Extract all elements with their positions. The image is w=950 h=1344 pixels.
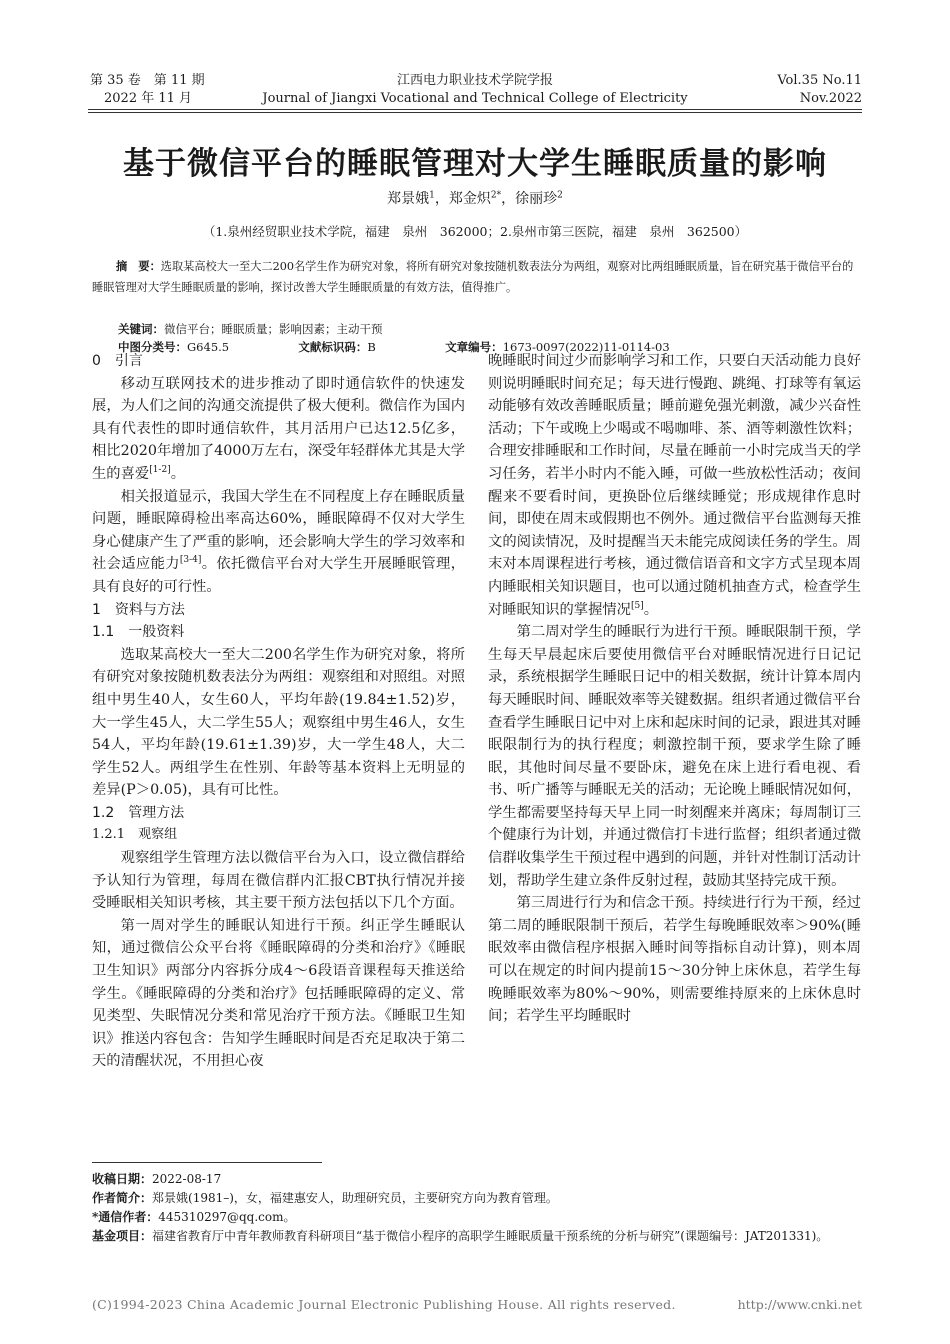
author-2: 郑金炽: [448, 191, 491, 207]
author-3: 徐丽珍: [515, 191, 558, 207]
footnotes: [92, 1170, 862, 1246]
header-rule: [88, 109, 862, 110]
cnki-link[interactable]: http://www.cnki.net: [737, 1297, 862, 1312]
affiliation: （1.泉州经贸职业技术学院，福建 泉州 362000；2.泉州市第三医院，福建 泉州 362500）: [202, 224, 748, 239]
corresponding-email: 445310297@qq.com。: [158, 1210, 296, 1224]
journal-name-cn: 江西电力职业技术学院学报: [396, 73, 553, 88]
author-1-affil: 1: [429, 190, 435, 201]
abstract-text: 选取某高校大一至大二200名学生作为研究对象，将所有研究对象按随机数表法分为两组，观察对比两组睡眠质量，旨在研究基于微信平台的睡眠管理对大学生睡眠质量的影响，探讨改善大学生睡眠质量的有效方法，值得推广。: [92, 260, 854, 294]
header-volume-issue: 第 35 卷 第 11 期: [90, 73, 205, 88]
citation: [3-4]: [179, 555, 202, 566]
paragraph: 选取某高校大一至大二200名学生作为研究对象，将所有研究对象按随机数表法分为两组：观察组和对照组。对照组中男生40人，女生60人，平均年龄(19.84±1.52)岁，大一学生45人，大二学生55人；观察组中男生46人，女生54人，平均年龄(19.61±1.39)岁，大一学生48人，大二学生52人。两组学生在性别、年龄等基本资料上无明显的差异(P＞0.05)，具有可比性。: [92, 646, 465, 799]
subsubsection-heading: 1.2.1 观察组: [92, 827, 178, 843]
paragraph: 第三周进行行为和信念干预。持续进行行为干预，经过第二周的睡眠限制干预后，若学生每晚睡眠效率＞90%(睡眠效率由微信程序根据入睡时间等指标自动计算)，则本周可以在规定的时间内提前15～30分钟上床休息，若学生每晚睡眠效率为80%～90%，则需要维持原来的上床休息时间；若学生平均睡眠时: [488, 895, 861, 1025]
author-2-affil: 2*: [490, 190, 502, 201]
header-date-cn: 2022 年 11 月: [104, 91, 193, 106]
abstract-label: 摘 要：: [116, 259, 161, 273]
author-bio: 郑景娥(1981–)，女，福建惠安人，助理研究员，主要研究方向为教育管理。: [152, 1191, 558, 1205]
abstract: [92, 256, 862, 298]
section-heading: 0 引言: [92, 353, 143, 369]
doc-code: B: [367, 340, 376, 354]
paragraph: 第二周对学生的睡眠行为进行干预。睡眠限制干预，学生每天早晨起床后要使用微信平台对睡眠情况进行日记记录，系统根据学生睡眠日记中的相关数据，统计计算本周内每天睡眠时间、睡眠效率等关键数据。组织者通过微信平台查看学生睡眠日记中对上床和起床时间的记录，跟进其对睡眠限制行为的执行程度；刺激控制干预，要求学生除了睡眠，其他时间尽量不要卧床，避免在床上进行看电视、看书、听广播等与睡眠无关的活动；无论晚上睡眠情况如何，学生都需要坚持每天早上同一时刻醒来并离床；每周制订三个健康行为计划，并通过微信打卡进行监督；组织者通过微信群收集学生干预过程中遇到的问题，并针对性制订活动计划，帮助学生建立条件反射过程，鼓励其坚持完成干预。: [488, 624, 861, 889]
keywords-label: 关键词：: [118, 322, 164, 336]
article-number-label: 文章编号：: [445, 340, 503, 354]
citation: [1-2]: [149, 465, 171, 476]
subsection-heading: 1.1 一般资料: [92, 624, 185, 641]
clc-number: G645.5: [187, 340, 230, 354]
footnote-rule: [92, 1162, 322, 1163]
funding-text: 福建省教育厅中青年教师教育科研项目“基于微信小程序的高职学生睡眠质量干预系统的分析与研究”(课题编号：JAT201331)。: [152, 1229, 829, 1243]
header-volume-en: Vol.35 No.11: [777, 73, 862, 88]
paragraph: 晚睡眠时间过少而影响学习和工作，只要白天活动能力良好则说明睡眠时间充足；每天进行慢跑、跳绳、打球等有氧运动能够有效改善睡眠质量；睡前避免强光刺激，减少兴奋性活动；下午或晚上少喝或不喝咖啡、茶、酒等刺激性饮料；合理安排睡眠和工作时间，尽量在睡前一小时完成当天的学习任务，若半小时内不能入睡，可做一些放松性活动；夜间醒来不要看时间，更换卧位后继续睡觉；形成规律作息时间，即使在周末或假期也不例外。通过微信平台监测每天推文的阅读情况，及时提醒当天未能完成阅读任务的学生。周末对本周课程进行考核，通过微信语音和文字方式呈现本周内睡眠相关知识题目，也可以通过随机抽查方式，检查学生对睡眠知识的掌握情况[5]。: [488, 353, 861, 618]
body-left-column: [92, 350, 465, 1073]
header-right: [777, 72, 862, 108]
section-heading: 1 资料与方法: [92, 601, 185, 618]
header-date-en: Nov.2022: [799, 91, 862, 106]
received-label: 收稿日期：: [92, 1172, 153, 1186]
article-number: 1673-0097(2022)11-0114-03: [502, 340, 670, 354]
corresponding-label: *通信作者：: [92, 1210, 159, 1224]
citation: [5]: [630, 600, 644, 611]
journal-name-en: Journal of Jiangxi Vocational and Technical College of Electricity: [262, 91, 688, 106]
paper-title: 基于微信平台的睡眠管理对大学生睡眠质量的影响: [123, 146, 827, 182]
funding-label: 基金项目：: [92, 1229, 153, 1243]
author-3-affil: 2: [557, 190, 563, 201]
received-date: 2022-08-17: [152, 1172, 222, 1186]
clc-label: 中图分类号：: [118, 340, 187, 354]
author-list: 郑景娥$^1$，郑金炽$^{2*}$，徐丽珍$^2$: [387, 190, 563, 207]
paragraph: 移动互联网技术的进步推动了即时通信软件的快速发展，为人们之间的沟通交流提供了极大便利。微信作为国内具有代表性的即时通信软件，其月活用户已达12.5亿多，相比2020年增加了4000万左右，深受年轻群体尤其是大学生的喜爱[1-2]。: [92, 375, 466, 482]
header-rule-2: [88, 112, 862, 113]
paragraph: 相关报道显示，我国大学生在不同程度上存在睡眠质量问题，睡眠障碍检出率高达60%，睡眠障碍不仅对大学生身心健康产生了严重的影响，还会影响大学生的学习效率和社会适应能力[3-4]。依托微信平台对大学生开展睡眠管理，具有良好的可行性。: [92, 488, 466, 595]
subsection-heading: 1.2 管理方法: [92, 804, 185, 821]
paragraph: 观察组学生管理方法以微信平台为入口，设立微信群给予认知行为管理，每周在微信群内汇报CBT执行情况并接受睡眠相关知识考核，其主要干预方法包括以下几个方面。: [92, 850, 465, 912]
body-right-column: [488, 350, 861, 1028]
doc-code-label: 文献标识码：: [298, 340, 368, 354]
paragraph: 第一周对学生的睡眠认知进行干预。纠正学生睡眠认知，通过微信公众平台将《睡眠障碍的分类和治疗》《睡眠卫生知识》两部分内容拆分成4～6段语音课程每天推送给学生。《睡眠障碍的分类和治疗》包括睡眠障碍的定义、常见类型、失眠情况分类和常见治疗干预方法。《睡眠卫生知识》推送内容包含：告知学生睡眠时间是否充足取决于第二天的清醒状况，不用担心夜: [92, 917, 465, 1070]
author-1: 郑景娥: [387, 191, 430, 207]
copyright-notice: (C)1994-2023 China Academic Journal Electronic Publishing House. All rights reserved.: [92, 1297, 676, 1312]
author-bio-label: 作者简介：: [92, 1191, 153, 1205]
keywords: 微信平台；睡眠质量；影响因素；主动干预: [164, 322, 383, 336]
